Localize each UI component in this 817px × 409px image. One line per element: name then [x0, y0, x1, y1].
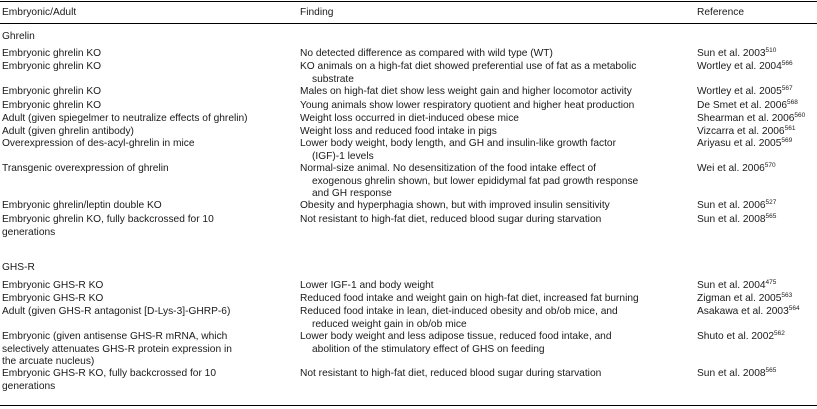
cell-embryonic-adult — [2, 331, 232, 369]
cell-reference — [697, 331, 785, 344]
reference-number: 561 — [784, 125, 796, 132]
cell-line: Embryonic GHS-R KO — [2, 280, 104, 291]
cell-line: No detected difference as compared with wild type (WT) — [300, 48, 553, 59]
cell-finding — [300, 163, 638, 201]
cell-line: abolition of the stimulatory effect of GHS on feeding — [312, 343, 545, 355]
section-heading: Ghrelin — [2, 31, 35, 42]
cell-line: Transgenic overexpression of ghrelin — [2, 163, 169, 174]
cell-line: Not resistant to high-fat diet, reduced blood sugar during starvation — [300, 214, 602, 225]
cell-line: substrate — [312, 73, 354, 85]
cell-finding — [300, 48, 553, 61]
cell-embryonic-adult — [2, 200, 162, 213]
cell-embryonic-adult — [2, 368, 216, 393]
cell-line: Normal-size animal. No desensitization of the food intake effect of — [300, 163, 596, 174]
reference-number: 475 — [765, 279, 777, 286]
cell-finding — [300, 331, 612, 356]
cell-line: Males on high-fat diet show less weight gain and higher locomotor activity — [300, 86, 632, 97]
cell-embryonic-adult — [2, 126, 134, 139]
reference-text: Shearman et al. 2006 — [697, 113, 795, 124]
cell-finding — [300, 306, 618, 331]
cell-line: Young animals show lower respiratory quotient and higher heat production — [300, 100, 635, 111]
reference-number: 566 — [781, 60, 793, 67]
cell-reference — [697, 86, 793, 99]
reference-number: 570 — [764, 162, 776, 169]
cell-embryonic-adult — [2, 86, 101, 99]
reference-number: 510 — [765, 47, 777, 54]
cell-line: Adult (given ghrelin antibody) — [2, 126, 134, 137]
reference-text: Shuto et al. 2002 — [697, 331, 775, 342]
reference-text: Zigman et al. 2005 — [697, 293, 782, 304]
header-col-finding: Finding — [300, 7, 334, 18]
reference-number: 564 — [788, 305, 800, 312]
cell-embryonic-adult — [2, 138, 195, 151]
cell-line: Adult (given GHS-R antagonist [D-Lys-3]-GHRP-6) — [2, 306, 231, 317]
cell-finding — [300, 86, 632, 99]
reference-number: 562 — [774, 330, 785, 337]
cell-line: Embryonic ghrelin KO — [2, 61, 102, 72]
reference-text: Ariyasu et al. 2005 — [697, 138, 782, 149]
cell-line: Embryonic ghrelin KO, fully backcrossed for 10 — [2, 214, 214, 225]
cell-finding — [300, 100, 634, 113]
reference-number: 560 — [794, 112, 806, 119]
cell-reference — [697, 61, 793, 74]
header-rule — [0, 23, 817, 24]
cell-line: and GH response — [312, 188, 392, 199]
header-col-embryonic-adult: Embryonic/Adult — [2, 7, 77, 18]
cell-embryonic-adult — [2, 293, 103, 306]
cell-line: Embryonic ghrelin/leptin double KO — [2, 200, 162, 211]
cell-line: generations — [2, 380, 56, 392]
cell-finding — [300, 200, 610, 213]
reference-text: Wortley et al. 2005 — [697, 86, 782, 97]
cell-line: Embryonic ghrelin KO — [2, 86, 102, 97]
cell-line: Reduced food intake and weight gain on high-fat diet, increased fat burning — [300, 293, 639, 304]
cell-reference — [697, 100, 798, 113]
cell-embryonic-adult — [2, 61, 101, 74]
cell-line: Adult (given spiegelmer to neutralize effects of ghrelin) — [2, 113, 248, 124]
reference-text: Wei et al. 2006 — [697, 163, 765, 174]
cell-reference — [697, 293, 792, 306]
cell-line: Overexpression of des-acyl-ghrelin in mice — [2, 138, 195, 149]
reference-number: 565 — [765, 367, 777, 374]
cell-reference — [697, 306, 800, 319]
cell-embryonic-adult — [2, 280, 103, 293]
reference-text: Vizcarra et al. 2006 — [697, 126, 785, 137]
cell-finding — [300, 113, 519, 126]
cell-reference — [697, 48, 776, 61]
cell-line: Lower body weight and less adipose tissue, reduced food intake, and — [300, 331, 612, 342]
cell-finding — [300, 368, 601, 381]
cell-line: Embryonic ghrelin KO — [2, 48, 102, 59]
cell-line: Lower body weight, body length, and GH and insulin-like growth factor — [300, 138, 616, 149]
cell-embryonic-adult — [2, 100, 101, 113]
reference-text: Wortley et al. 2004 — [697, 61, 782, 72]
cell-line: Embryonic GHS-R KO — [2, 293, 104, 304]
cell-line: Weight loss occurred in diet-induced obese mice — [300, 113, 519, 124]
cell-reference — [697, 113, 805, 126]
reference-number: 563 — [781, 292, 793, 299]
cell-line: (IGF)-1 levels — [312, 150, 374, 162]
reference-text: Sun et al. 2004 — [697, 280, 766, 291]
cell-finding — [300, 293, 639, 306]
cell-line: Lower IGF-1 and body weight — [300, 280, 434, 291]
cell-embryonic-adult — [2, 113, 248, 126]
bottom-rule — [0, 405, 817, 406]
cell-line: generations — [2, 226, 56, 238]
reference-number: 565 — [765, 213, 777, 220]
cell-line: exogenous ghrelin shown, but lower epididymal fat pad growth response — [312, 175, 639, 187]
reference-number: 568 — [787, 99, 798, 106]
cell-finding — [300, 126, 497, 139]
reference-number: 527 — [765, 199, 777, 206]
cell-line: Embryonic ghrelin KO — [2, 100, 102, 111]
cell-reference — [697, 200, 776, 213]
top-rule — [0, 1, 817, 2]
cell-embryonic-adult — [2, 214, 214, 239]
reference-text: Sun et al. 2008 — [697, 368, 766, 379]
cell-reference — [697, 138, 792, 151]
cell-line: Not resistant to high-fat diet, reduced blood sugar during starvation — [300, 368, 602, 379]
section-heading: GHS-R — [2, 262, 35, 273]
reference-text: Asakawa et al. 2003 — [697, 306, 789, 317]
cell-embryonic-adult — [2, 163, 169, 176]
reference-text: Sun et al. 2003 — [697, 48, 766, 59]
reference-number: 569 — [781, 137, 793, 144]
cell-finding — [300, 138, 616, 163]
reference-text: Sun et al. 2008 — [697, 214, 766, 225]
cell-line: Embryonic GHS-R KO, fully backcrossed for 10 — [2, 368, 217, 379]
cell-embryonic-adult — [2, 306, 230, 319]
cell-line: Reduced food intake in lean, diet-induced obesity and ob/ob mice, and — [300, 306, 618, 317]
cell-reference — [697, 280, 776, 293]
cell-finding — [300, 280, 434, 293]
cell-reference — [697, 214, 776, 227]
cell-reference — [697, 368, 776, 381]
cell-line: reduced weight gain in ob/ob mice — [312, 318, 467, 330]
cell-line: KO animals on a high-fat diet showed preferential use of fat as a metabolic — [300, 61, 637, 72]
cell-line: Weight loss and reduced food intake in pigs — [300, 126, 497, 137]
reference-text: Sun et al. 2006 — [697, 200, 766, 211]
cell-finding — [300, 214, 601, 227]
cell-finding — [300, 61, 636, 86]
cell-reference — [697, 163, 776, 176]
reference-number: 567 — [781, 85, 793, 92]
header-col-reference: Reference — [697, 7, 745, 18]
cell-line: selectively attenuates GHS-R protein expression in — [2, 343, 232, 355]
cell-line: Obesity and hyperphagia shown, but with improved insulin sensitivity — [300, 200, 610, 211]
cell-line: Embryonic (given antisense GHS-R mRNA, which — [2, 331, 228, 342]
reference-text: De Smet et al. 2006 — [697, 100, 788, 111]
cell-embryonic-adult — [2, 48, 101, 61]
cell-line: the arcuate nucleus) — [2, 356, 95, 367]
